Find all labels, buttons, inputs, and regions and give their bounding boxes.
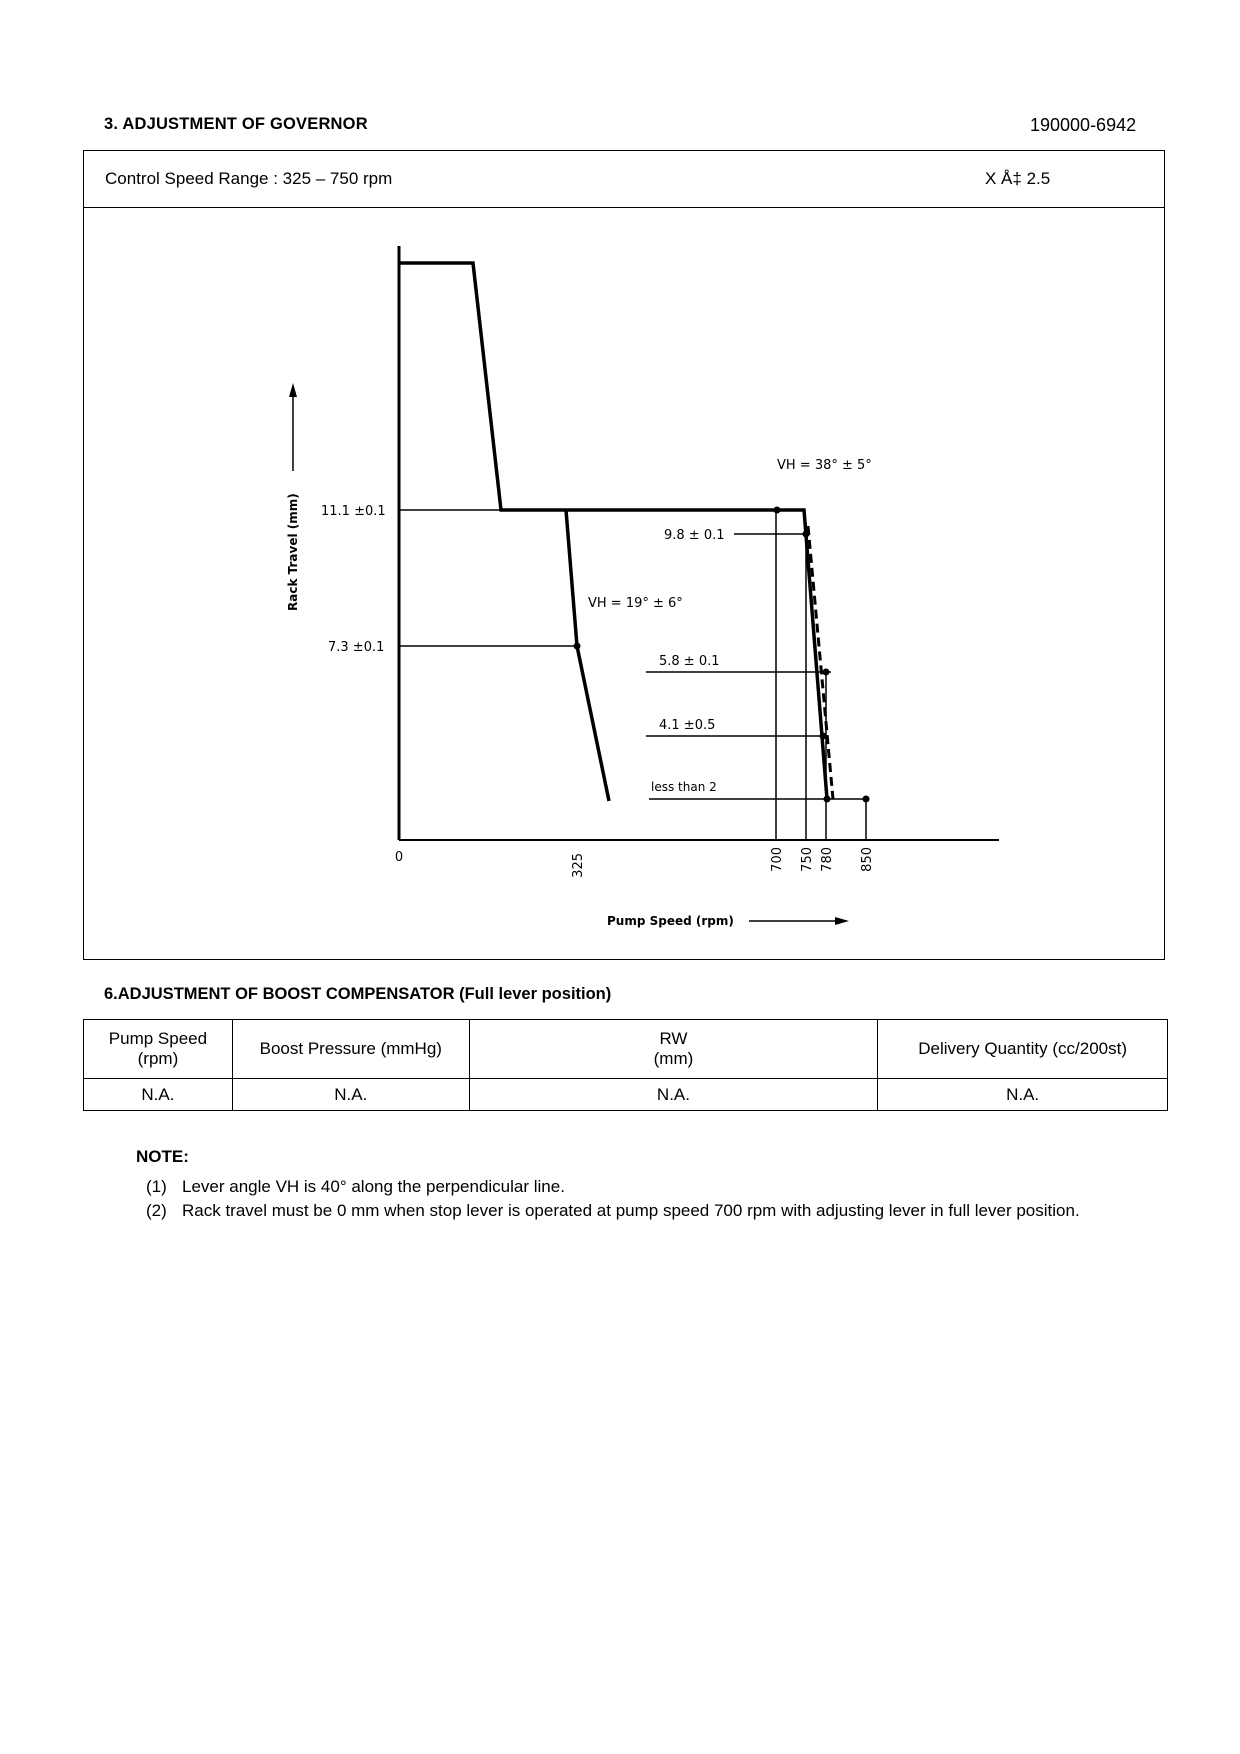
header-rw: RW (mm): [469, 1020, 878, 1079]
ratio-value: X Å‡ 2.5: [985, 169, 1051, 188]
point-5-8: [823, 669, 830, 676]
x-tick-325: 325: [571, 853, 586, 878]
dashed-curve: [808, 526, 833, 799]
control-speed-range: Control Speed Range : 325 – 750 rpm: [105, 169, 393, 188]
governor-subheader: [84, 151, 1164, 208]
header-boost-pressure: Boost Pressure (mmHg): [232, 1020, 469, 1079]
note-number: (1): [146, 1177, 167, 1196]
y-axis-label: Rack Travel (mm): [286, 493, 300, 611]
annotation-vh19: VH = 19° ± 6°: [588, 596, 683, 611]
annotation-vh38: VH = 38° ± 5°: [777, 458, 872, 473]
point-700: [774, 507, 781, 514]
y-label-7-3: 7.3 ±0.1: [328, 640, 385, 655]
note-item: [146, 1177, 565, 1197]
note-heading: NOTE:: [136, 1147, 189, 1166]
annotation-4-1: 4.1 ±0.5: [659, 718, 716, 733]
reference-lines: [399, 510, 869, 840]
full-load-curve: [399, 263, 827, 799]
note-text: Rack travel must be 0 mm when stop lever is operated at pump speed 700 rpm with adjusting lever in full lever position.: [182, 1201, 1080, 1220]
boost-table: [83, 1019, 1168, 1111]
annotation-less-than-2: less than 2: [651, 780, 717, 794]
x-tick-850: 850: [860, 847, 875, 872]
annotation-5-8: 5.8 ± 0.1: [659, 654, 720, 669]
x-tick-780: 780: [820, 847, 835, 872]
cell-delivery-quantity: N.A.: [878, 1079, 1168, 1111]
section-title-boost: 6.ADJUSTMENT OF BOOST COMPENSATOR (Full lever position): [104, 985, 612, 1003]
x-tick-750: 750: [800, 847, 815, 872]
cell-boost-pressure: N.A.: [232, 1079, 469, 1111]
boost-table-header: [84, 1020, 1168, 1079]
governor-chart: [84, 208, 1164, 958]
point-9-8: [803, 531, 810, 538]
x-axis-label: Pump Speed (rpm): [607, 914, 734, 928]
section-title-governor: 3. ADJUSTMENT OF GOVERNOR: [104, 115, 368, 133]
note-number: (2): [146, 1201, 167, 1220]
part-number: 190000-6942: [1030, 115, 1137, 135]
governor-box: [83, 150, 1165, 960]
annotation-9-8: 9.8 ± 0.1: [664, 528, 725, 543]
point-325: [574, 643, 581, 650]
header-delivery-quantity: Delivery Quantity (cc/200st): [878, 1020, 1168, 1079]
y-label-11-1: 11.1 ±0.1: [321, 504, 386, 519]
point-780: [824, 796, 831, 803]
note-text: Lever angle VH is 40° along the perpendicular line.: [182, 1177, 565, 1196]
x-tick-700: 700: [770, 847, 785, 872]
cell-rw: N.A.: [469, 1079, 878, 1111]
x-axis-arrow-head: [835, 917, 849, 925]
header-pump-speed: Pump Speed (rpm): [84, 1020, 233, 1079]
x-tick-0: 0: [394, 850, 404, 865]
table-row: [84, 1079, 1168, 1111]
cell-pump-speed: N.A.: [84, 1079, 233, 1111]
point-4-1: [820, 733, 827, 740]
y-axis-arrow-head: [289, 383, 297, 397]
point-850: [863, 796, 870, 803]
vh19-curve: [566, 510, 609, 801]
note-item: [146, 1201, 1080, 1221]
